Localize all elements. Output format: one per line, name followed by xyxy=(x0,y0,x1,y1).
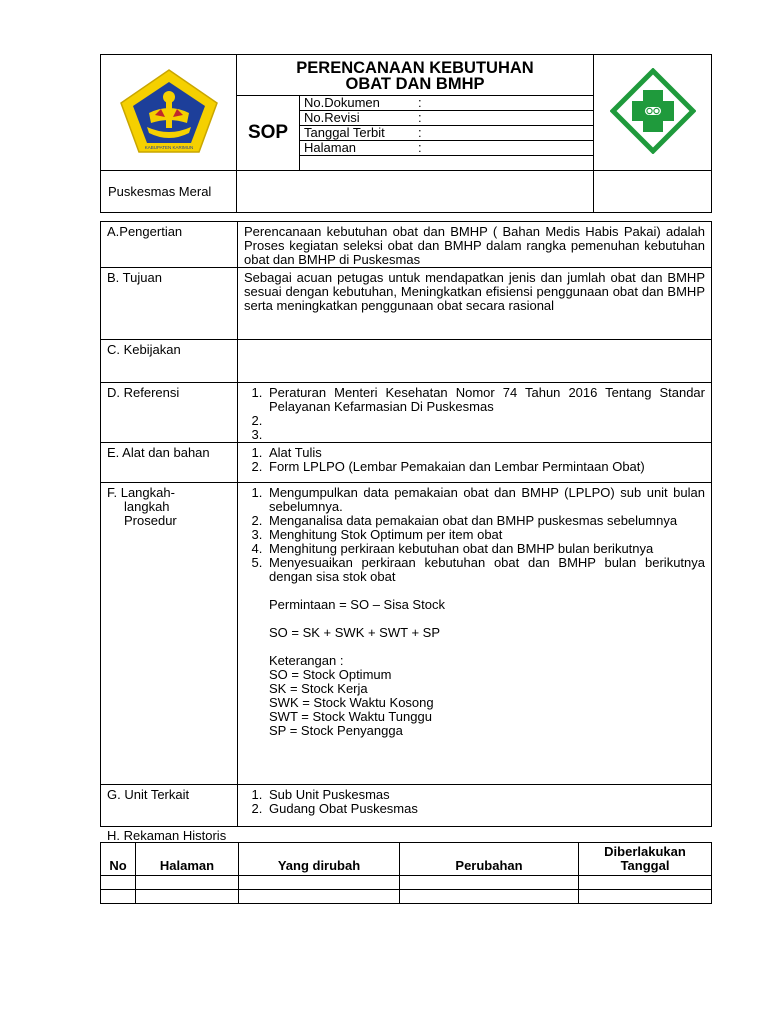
keterangan-item: SK = Stock Kerja xyxy=(269,681,368,696)
section-text-pengertian: Perencanaan kebutuhan obat dan BMHP ( Bahan Medis Habis Pakai) adalah Proses kegiatan seleksi obat dan BMHP dalam rangka pemenuhan kebutuhan obat dan BMHP di Puskesmas xyxy=(238,222,712,268)
section-label-kebijakan: C. Kebijakan xyxy=(101,340,238,383)
document-title xyxy=(237,55,594,96)
col-line: Tanggal xyxy=(620,858,670,873)
list-item: 2. Gudang Obat Puskesmas xyxy=(266,802,705,816)
section-list-referensi xyxy=(238,383,712,443)
meta-no-dokumen: No.Dokumen : xyxy=(300,96,593,111)
label-line: Prosedur xyxy=(124,513,177,528)
section-label-referensi: D. Referensi xyxy=(101,383,238,443)
section-list-unit xyxy=(238,785,712,827)
list-item: 1. Sub Unit Puskesmas xyxy=(266,788,705,802)
list-item: 2. Form LPLPO (Lembar Pemakaian dan Lembar Permintaan Obat) xyxy=(266,460,705,474)
meta-no-revisi: No.Revisi : xyxy=(300,111,593,126)
history-col-tanggal xyxy=(579,843,712,876)
keterangan-item: SWK = Stock Waktu Kosong xyxy=(269,695,434,710)
list-item: 4. Menghitung perkiraan kebutuhan obat dan BMHP bulan berikutnya xyxy=(266,542,705,556)
list-item: 5. Menyesuaikan perkiraan kebutuhan obat dan BMHP bulan berikutnya dengan sisa stok obat xyxy=(266,556,705,584)
section-text-tujuan: Sebagai acuan petugas untuk mendapatkan jenis dan jumlah obat dan BMHP sesuai dengan kebutuhan, Meningkatkan efisiensi penggunaan obat dan BMHP serta meningkatkan penggunaan obat secara rasional xyxy=(238,268,712,340)
label-line: langkah xyxy=(124,499,170,514)
sop-content-table xyxy=(100,221,712,827)
formula-so: SO = SK + SWK + SWT + SP xyxy=(269,625,440,640)
header-table xyxy=(100,54,712,213)
title-line-2: OBAT DAN BMHP xyxy=(345,75,485,93)
table-row xyxy=(101,890,712,904)
right-logo-cell xyxy=(594,55,712,171)
history-table xyxy=(100,842,712,904)
history-col-dirubah: Yang dirubah xyxy=(239,843,400,876)
document-meta xyxy=(300,96,594,171)
kabupaten-karimun-logo-icon xyxy=(117,67,221,155)
section-label-langkah xyxy=(101,483,238,785)
formula-permintaan: Permintaan = SO – Sisa Stock xyxy=(269,597,445,612)
meta-halaman: Halaman : xyxy=(300,141,593,156)
section-label-pengertian: A.Pengertian xyxy=(101,222,238,268)
sop-label: SOP xyxy=(237,96,300,171)
list-item xyxy=(266,414,705,428)
meta-tanggal-terbit: Tanggal Terbit : xyxy=(300,126,593,141)
section-list-langkah xyxy=(238,483,712,785)
title-line-1: PERENCANAAN KEBUTUHAN xyxy=(296,59,534,77)
history-col-no: No xyxy=(101,843,136,876)
puskesmas-cross-logo-icon xyxy=(610,68,696,154)
puskesmas-blank-cell xyxy=(237,171,594,213)
table-row xyxy=(101,876,712,890)
list-item: 1. Mengumpulkan data pemakaian obat dan BMHP (LPLPO) sub unit bulan sebelumnya. xyxy=(266,486,705,514)
history-col-halaman: Halaman xyxy=(136,843,239,876)
keterangan-title: Keterangan : xyxy=(269,653,344,668)
logo-caption: KABUPATEN KARIMUN xyxy=(144,145,193,150)
list-item: 2. Menganalisa data pemakaian obat dan BMHP puskesmas sebelumnya xyxy=(266,514,705,528)
col-line: Diberlakukan xyxy=(604,844,686,859)
history-col-perubahan: Perubahan xyxy=(400,843,579,876)
section-text-kebijakan xyxy=(238,340,712,383)
puskesmas-right-cell xyxy=(594,171,712,213)
left-logo-cell xyxy=(101,55,237,171)
section-list-alat xyxy=(238,443,712,483)
list-item: 1. Alat Tulis xyxy=(266,446,705,460)
puskesmas-name: Puskesmas Meral xyxy=(101,171,237,213)
label-line: F. Langkah- xyxy=(107,485,175,500)
section-label-alat: E. Alat dan bahan xyxy=(101,443,238,483)
keterangan-item: SP = Stock Penyangga xyxy=(269,723,403,738)
history-title: H. Rekaman Historis xyxy=(107,828,227,843)
keterangan-item: SO = Stock Optimum xyxy=(269,667,392,682)
section-label-tujuan: B. Tujuan xyxy=(101,268,238,340)
section-label-unit: G. Unit Terkait xyxy=(101,785,238,827)
keterangan-item: SWT = Stock Waktu Tunggu xyxy=(269,709,432,724)
list-item: 1. Peraturan Menteri Kesehatan Nomor 74 Tahun 2016 Tentang Standar Pelayanan Kefarmasian Di Puskesmas xyxy=(266,386,705,414)
list-item: 3. Menghitung Stok Optimum per item obat xyxy=(266,528,705,542)
list-item xyxy=(266,428,705,442)
